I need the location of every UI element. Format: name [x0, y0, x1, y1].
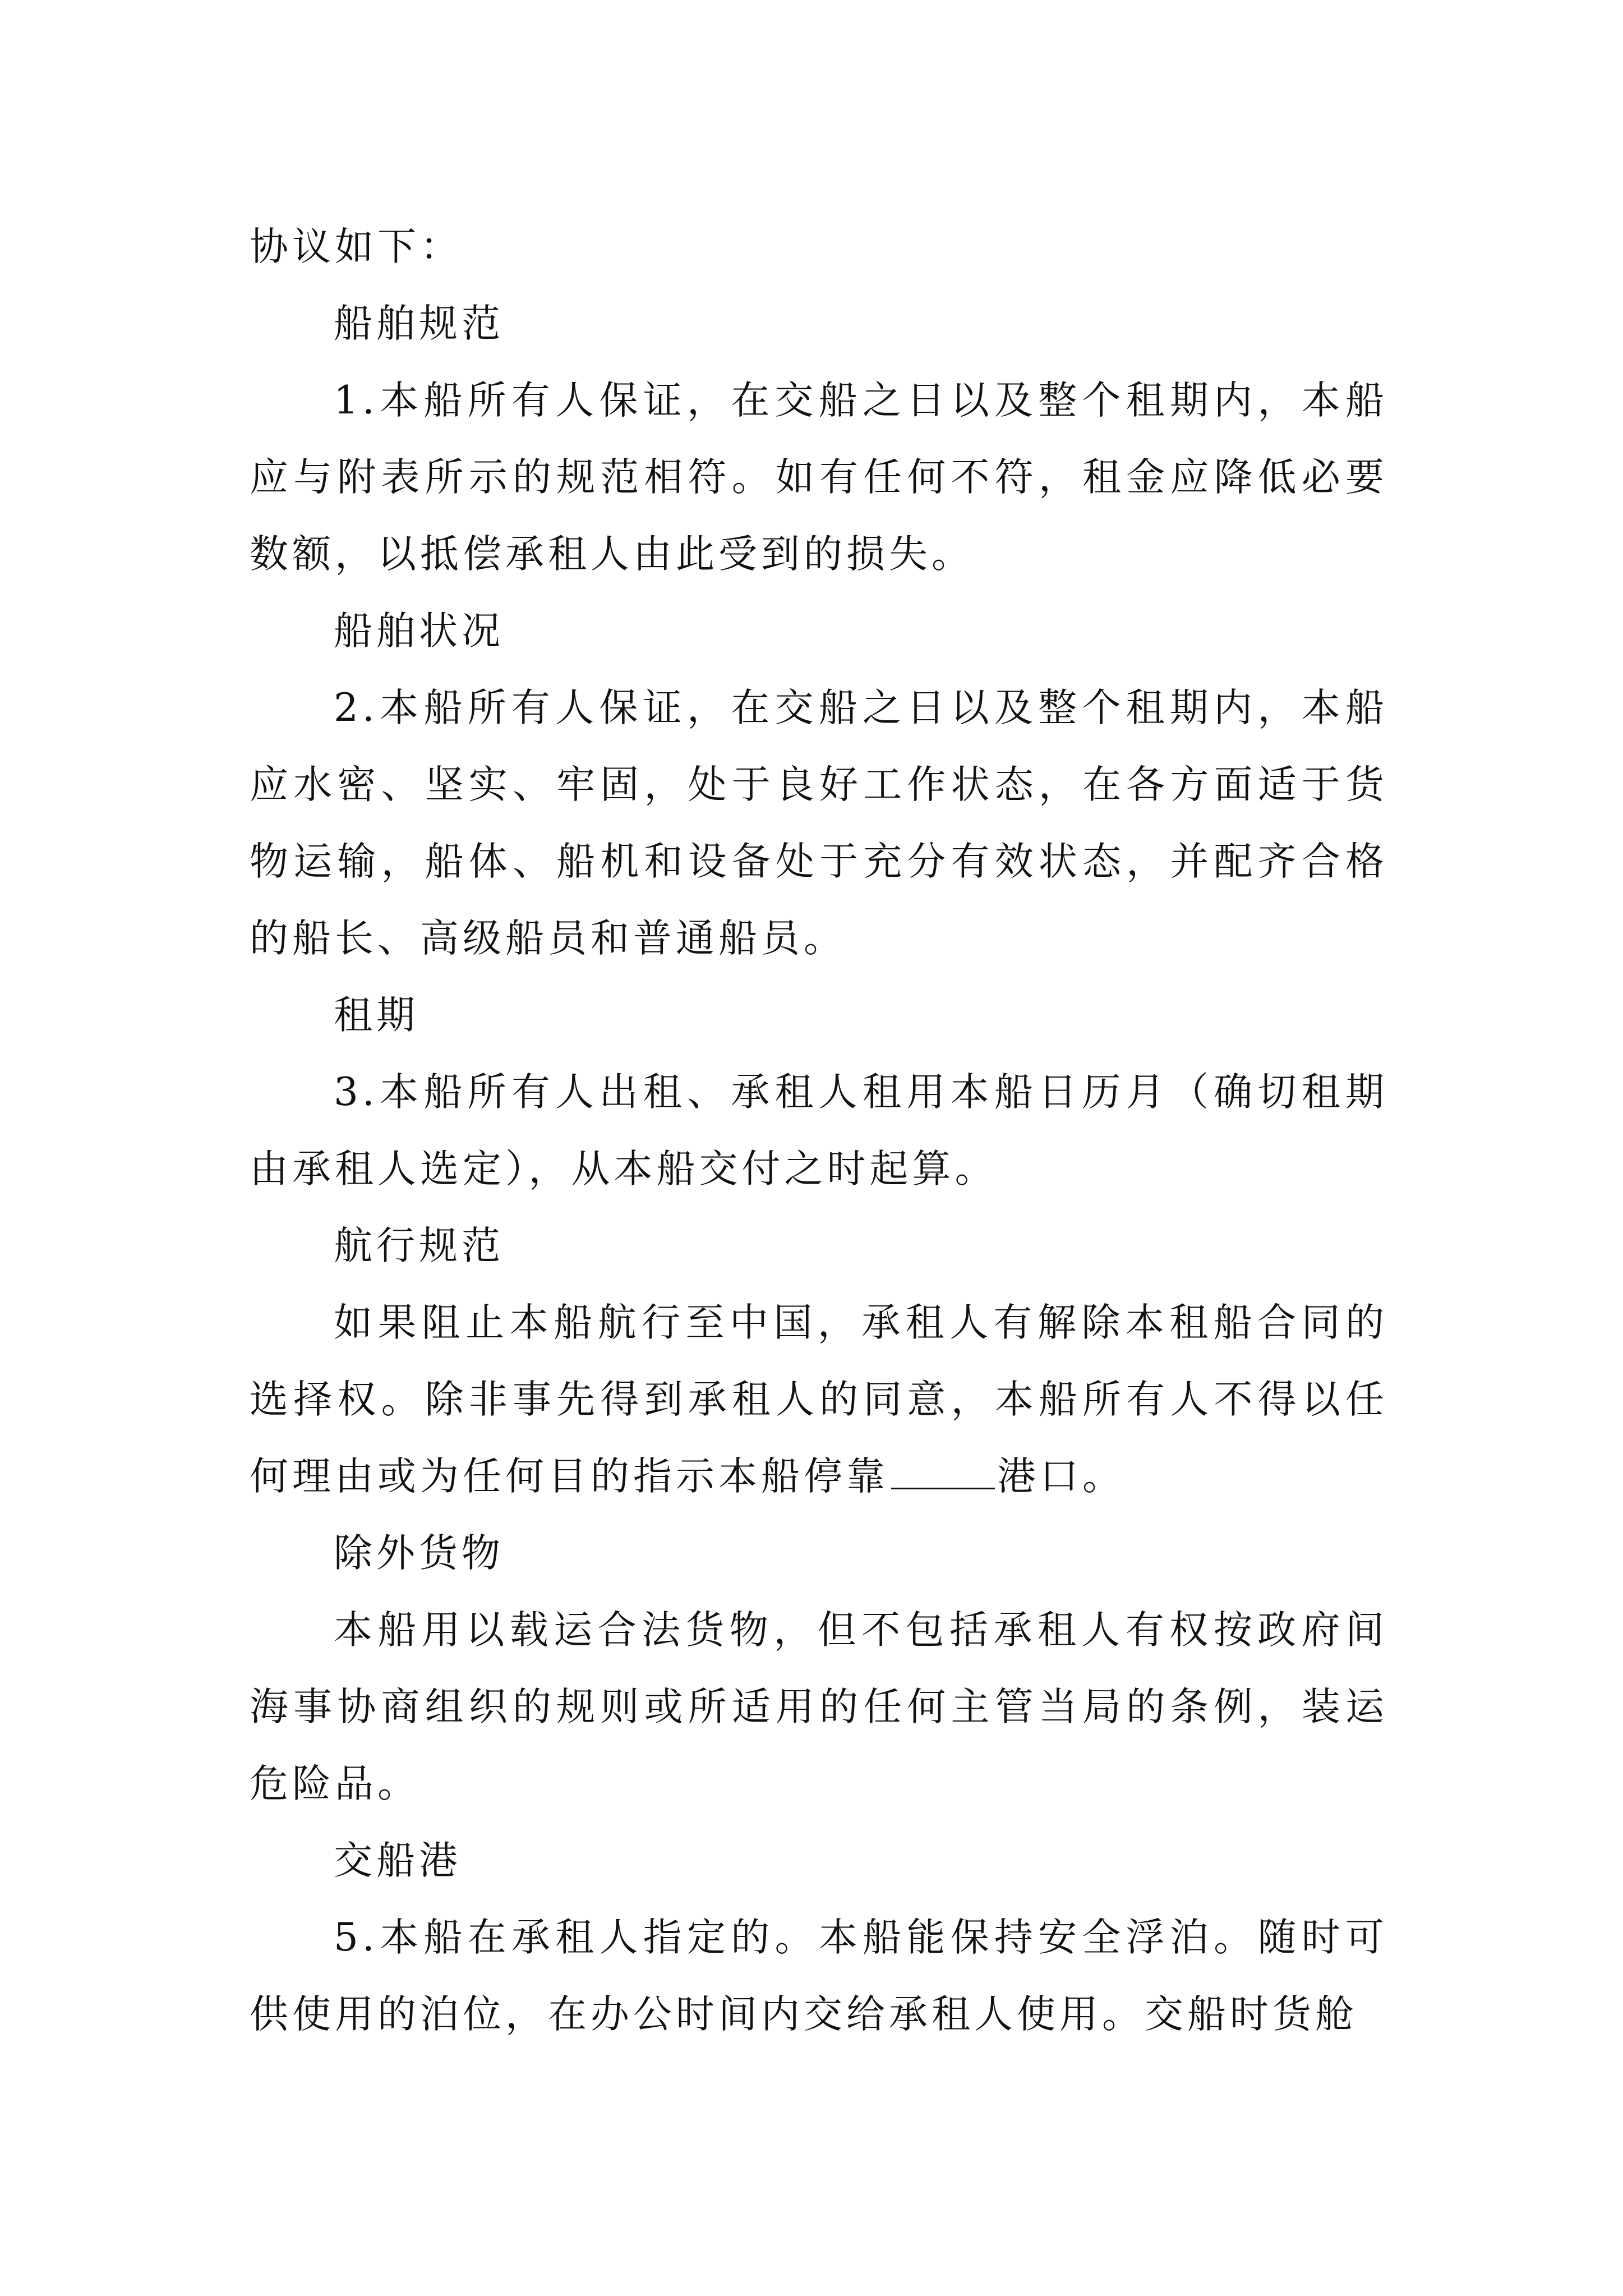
port-name-blank: [891, 1453, 995, 1489]
section-heading-charter-period: 租期: [334, 993, 419, 1038]
clause-navigation-text-after: 港口。: [997, 1454, 1125, 1499]
clause-charter-period: 3.本船所有人出租、承租人租用本船日历月（确切租期由承租人选定），从本船交付之时起算。: [250, 1070, 1388, 1191]
section-heading-ship-condition: 船舶状况: [334, 609, 504, 654]
clause-ship-condition: 2.本船所有人保证，在交船之日以及整个租期内，本船应水密、坚实、牢固，处于良好工作状态，在各方面适于货物运输，船体、船机和设备处于充分有效状态，并配齐合格的船长、高级船员和普通船员。: [250, 685, 1388, 961]
clause-navigation-text-before: 如果阻止本船航行至中国，承租人有解除本租船合同的选择权。除非事先得到承租人的同意，本船所有人不得以任何理由或为任何目的指示本船停靠: [250, 1300, 1388, 1499]
section-heading-navigation: 航行规范: [334, 1223, 504, 1268]
intro-line: 协议如下：: [250, 224, 463, 269]
section-heading-ship-specification: 船舶规范: [334, 301, 504, 346]
section-heading-excluded-cargo: 除外货物: [334, 1531, 504, 1576]
clause-navigation: [250, 1285, 1388, 1515]
clause-ship-specification: 1.本船所有人保证，在交船之日以及整个租期内，本船应与附表所示的规范相符。如有任何不符，租金应降低必要数额，以抵偿承租人由此受到的损失。: [250, 378, 1388, 577]
document-body: [250, 209, 1388, 2053]
clause-delivery-port: 5.本船在承租人指定的。本船能保持安全浮泊。随时可供使用的泊位，在办公时间内交给承租人使用。交船时货舱: [250, 1915, 1388, 2037]
clause-excluded-cargo: 本船用以载运合法货物，但不包括承租人有权按政府间海事协商组织的规则或所适用的任何主管当局的条例，装运危险品。: [250, 1608, 1388, 1806]
section-heading-delivery-port: 交船港: [334, 1838, 462, 1883]
